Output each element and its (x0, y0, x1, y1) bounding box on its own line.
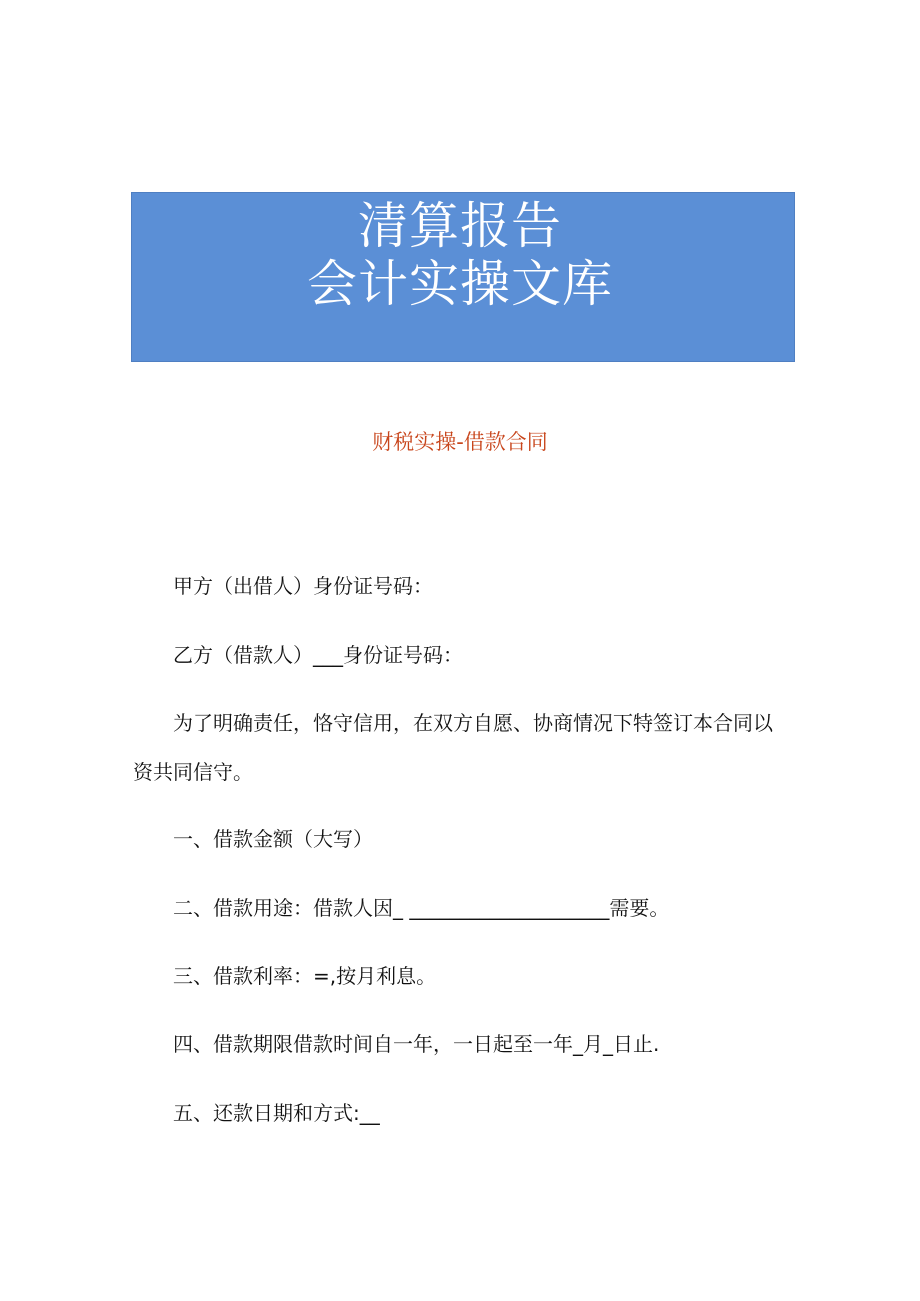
clause-repayment: 五、还款日期和方式:__ (173, 1101, 380, 1125)
clause-loan-purpose: 二、借款用途：借款人因_ ____________________需要。 (173, 896, 670, 920)
banner-title: 清算报告 (358, 197, 562, 255)
banner-subtitle: 会计实操文库 (307, 255, 613, 313)
preamble-line-2: 资共同信守。 (133, 760, 253, 784)
preamble-line-1: 为了明确责任，恪守信用，在双方自愿、协商情况下特签订本合同以 (173, 711, 773, 735)
clause-interest-rate: 三、借款利率：=,按月利息。 (173, 964, 437, 988)
party-a-line: 甲方（出借人）身份证号码： (173, 574, 433, 598)
clause-loan-term: 四、借款期限借款时间自一年，一日起至一年_月_日止. (173, 1032, 660, 1056)
party-b-line: 乙方（借款人）___身份证号码： (173, 643, 463, 667)
clause-loan-amount: 一、借款金额（大写） (173, 827, 373, 851)
document-title: 财税实操-借款合同 (372, 430, 548, 454)
